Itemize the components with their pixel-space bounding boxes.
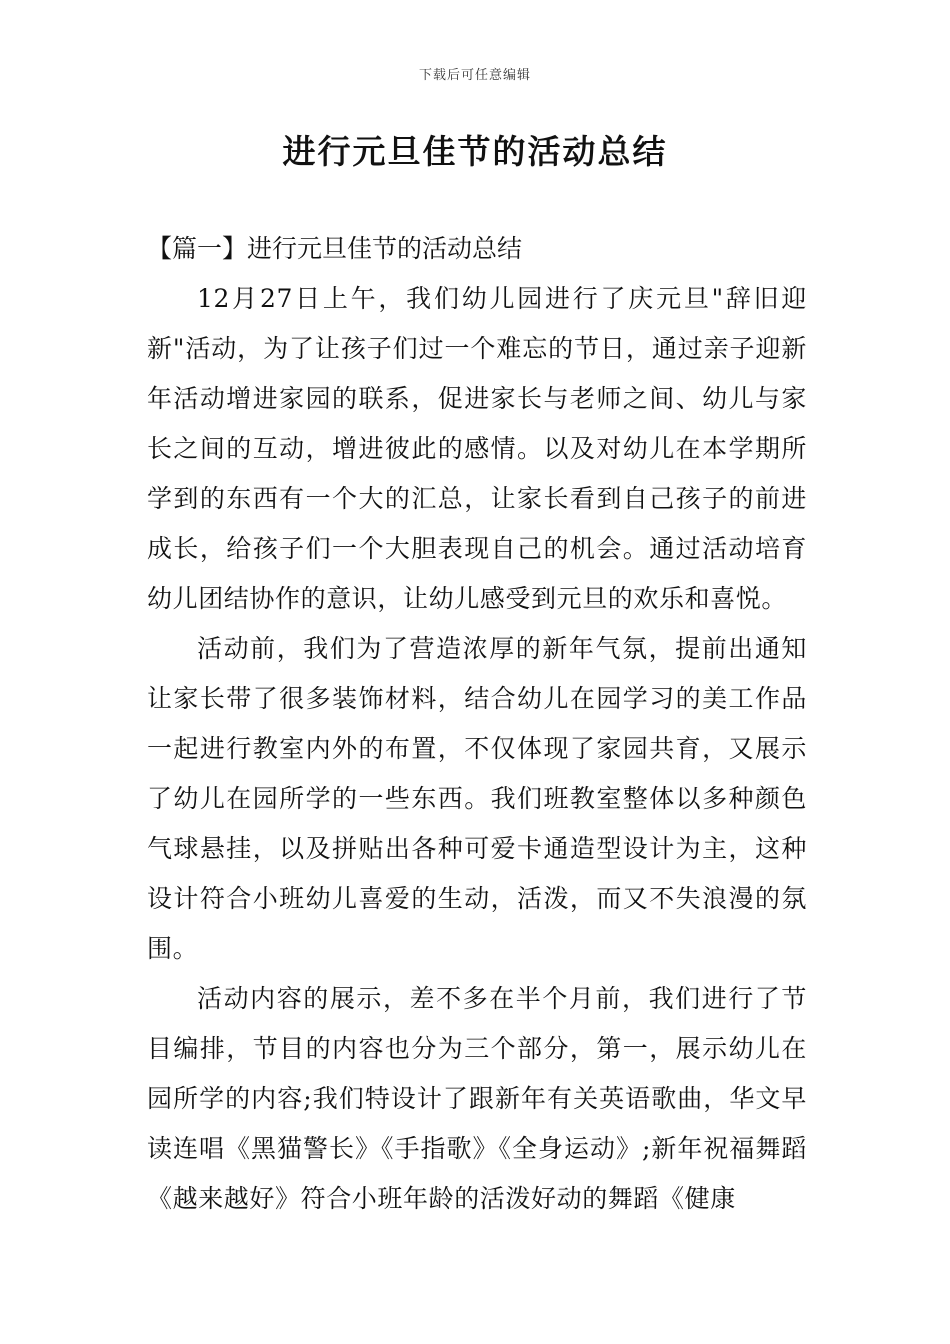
paragraph-3: 活动内容的展示，差不多在半个月前，我们进行了节目编排，节目的内容也分为三个部分，第一，展示幼儿在园所学的内容;我们特设计了跟新年有关英语歌曲，华文早读连唱《黑猫警长》《手指歌》《全身运动》;新年祝福舞蹈《越来越好》符合小班年龄的活泼好动的舞蹈《健康 — [147, 984, 807, 1213]
document-body — [147, 224, 807, 1224]
header-note: 下载后可任意编辑 — [418, 68, 531, 83]
document-title: 进行元旦佳节的活动总结 — [282, 132, 668, 171]
paragraph-1: 12月27日上午，我们幼儿园进行了庆元旦"辞旧迎新"活动，为了让孩子们过一个难忘的节日，通过亲子迎新年活动增进家园的联系，促进家长与老师之间、幼儿与家长之间的互动，增进彼此的感情。以及对幼儿在本学期所学到的东西有一个大的汇总，让家长看到自己孩子的前进成长，给孩子们一个大胆表现自己的机会。通过活动培育幼儿团结协作的意识，让幼儿感受到元旦的欢乐和喜悦。 — [147, 284, 807, 613]
paragraph-2: 活动前，我们为了营造浓厚的新年气氛，提前出通知让家长带了很多装饰材料，结合幼儿在园学习的美工作品一起进行教室内外的布置，不仅体现了家园共育，又展示了幼儿在园所学的一些东西。我们班教室整体以多种颜色气球悬挂，以及拼贴出各种可爱卡通造型设计为主，这种设计符合小班幼儿喜爱的生动，活泼，而又不失浪漫的氛围。 — [147, 634, 807, 963]
section-heading: 【篇一】进行元旦佳节的活动总结 — [147, 234, 523, 263]
